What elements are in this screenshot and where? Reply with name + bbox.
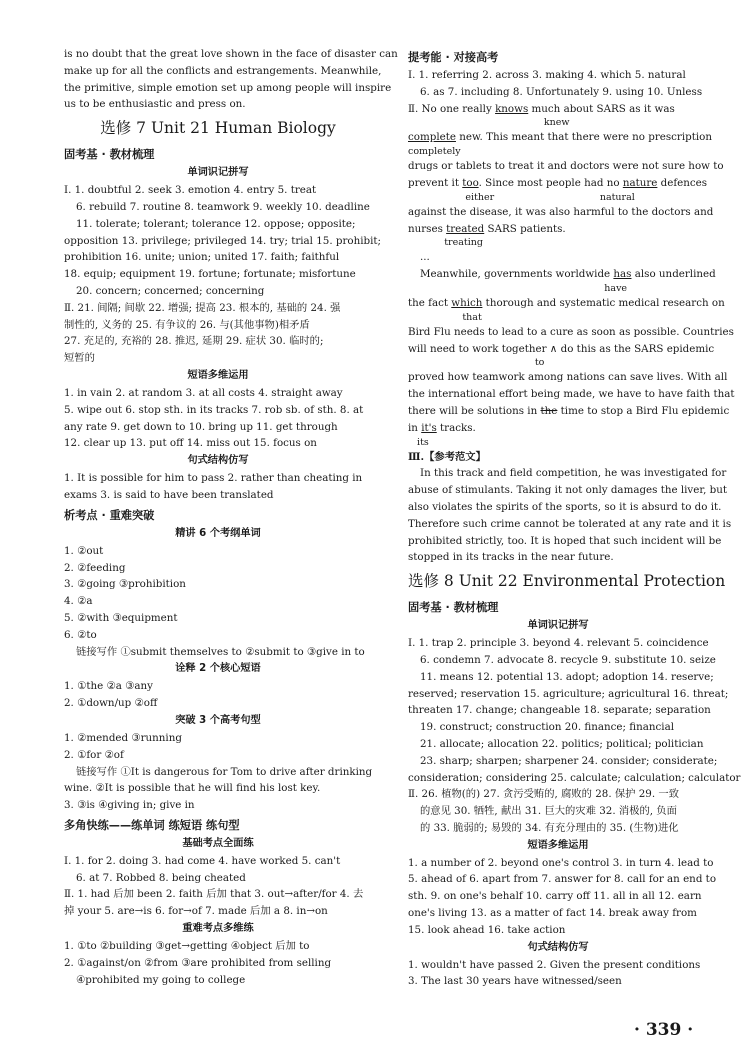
- text-span: prevent it: [408, 176, 463, 189]
- passage-line: [408, 129, 712, 146]
- text-line: us to be enthusiastic and press on.: [64, 98, 246, 111]
- answer-line: Ⅰ. 1. trap 2. principle 3. beyond 4. relevant 5. coincidence: [408, 637, 709, 650]
- answer-line: 1. wouldn't have passed 2. Given the present conditions: [408, 958, 701, 971]
- answer-line: 11. tolerate; tolerant; tolerance 12. oppose; opposite;: [76, 217, 356, 230]
- text-line: is no doubt that the great love shown in the face of disaster can: [64, 48, 398, 60]
- error-word: knows: [495, 102, 529, 115]
- passage-line: [408, 101, 708, 118]
- deleted-word: the: [540, 404, 558, 417]
- right-column: [408, 46, 741, 990]
- answer-line: 1. ①to ②building ③get→getting ④object 后加 to: [64, 940, 310, 953]
- text-span: there will be solutions in: [408, 404, 541, 417]
- answer-line: 2. ①against/on ②from ③are prohibited from selling: [64, 956, 332, 969]
- text-span: thorough and systematic medical research on: [482, 296, 725, 309]
- phrase-answers: [408, 855, 717, 939]
- passage-line: proved how teamwork among nations can save lives. With all: [408, 371, 728, 384]
- answer-line: opposition 13. privilege; privileged 14. try; trial 15. prohibit;: [64, 234, 382, 247]
- tu-answers: [64, 730, 372, 814]
- link-writing-line: wine. ②It is possible that he will find his lost key.: [64, 782, 321, 795]
- answer-line: 4. ②a: [64, 595, 93, 608]
- answer-line: 21. allocate; allocation 22. politics; political; politician: [420, 737, 704, 750]
- subsection-heading: 精讲 6 个考纲单词: [175, 527, 261, 539]
- answer-line: 3. ③is ④giving in; give in: [64, 799, 195, 812]
- link-writing-line: 链接写作 ①submit themselves to ②submit to ③give in to: [76, 645, 365, 658]
- model-essay-heading: Ⅲ.【参考范文】: [408, 450, 486, 463]
- section-heading: 提考能 · 对接高考: [408, 51, 499, 64]
- answer-line: Ⅱ. 21. 间隔; 间歇 22. 增强; 提高 23. 根本的, 基础的 24. 强: [64, 301, 341, 314]
- answer-line: 5. ahead of 6. apart from 7. answer for 8. call for an end to: [408, 873, 717, 886]
- correction-note: knew: [408, 117, 570, 129]
- section-heading: 多角快练——练单词 练短语 练句型: [64, 818, 240, 832]
- passage-line: [408, 266, 716, 283]
- answer-line: Ⅱ. 1. had 后加 been 2. faith 后加 that 3. out→after/for 4. 去: [64, 888, 364, 901]
- essay-line: In this track and field competition, he was investigated for: [420, 467, 727, 480]
- text-span: much about SARS as it was: [528, 102, 675, 115]
- answer-line: 的意见 30. 牺牲, 献出 31. 巨大的灾难 32. 消极的, 负面: [420, 805, 677, 818]
- text-span: do this as the SARS epidemic: [557, 342, 715, 355]
- section-heading: 析考点 · 重难突破: [64, 508, 155, 522]
- answer-line: prohibition 16. unite; union; united 17. faith; faithful: [64, 251, 340, 264]
- subsection-heading: 诠释 2 个核心短语: [175, 663, 261, 675]
- passage-line: drugs or tablets to treat it and doctors were not sure how to: [408, 160, 724, 173]
- passage-line: against the disease, it was also harmful to the doctors and: [408, 205, 714, 218]
- subsection-heading: 单词识记拼写: [527, 620, 589, 632]
- error-word: too: [462, 176, 479, 189]
- essay-line: stopped in its tracks in the near future.: [408, 551, 614, 564]
- passage-line: [408, 420, 708, 437]
- error-word: has: [613, 268, 632, 281]
- answer-line: 制性的, 义务的 25. 有争议的 26. 与(其他事物)相矛盾: [64, 318, 310, 331]
- error-word: which: [451, 296, 483, 309]
- answer-line: 12. clear up 13. put off 14. miss out 15. focus on: [64, 437, 317, 450]
- answer-line: 2. ①down/up ②off: [64, 697, 158, 710]
- answer-line: 6. ②to: [64, 628, 97, 641]
- unit-title: 选修 8 Unit 22 Environmental Protection: [408, 572, 726, 591]
- error-word: it's: [421, 421, 437, 434]
- vocab-answers: [64, 182, 382, 367]
- text-span: the fact: [408, 296, 452, 309]
- answer-line: 2. ②feeding: [64, 561, 126, 574]
- answer-line: 5. wipe out 6. stop sth. in its tracks 7. rob sb. of sth. 8. at: [64, 403, 364, 416]
- answer-line: 5. ②with ③equipment: [64, 611, 178, 624]
- jing-answers: [64, 543, 372, 661]
- subsection-heading: 句式结构仿写: [527, 941, 589, 953]
- answer-line: any rate 9. get down to 10. bring up 11. get through: [64, 420, 338, 433]
- link-writing-line: 链接写作 ①It is dangerous for Tom to drive after drinking: [76, 765, 373, 778]
- answer-line: 6. rebuild 7. routine 8. teamwork 9. weekly 10. deadline: [76, 200, 370, 213]
- answer-line: 2. ①for ②of: [64, 748, 124, 761]
- answer-line: 11. means 12. potential 13. adopt; adoption 14. reserve;: [420, 670, 714, 683]
- essay-line: Therefore such crime cannot be tolerated at any rate and it is: [408, 517, 732, 530]
- answer-line: 6. at 7. Robbed 8. being cheated: [76, 871, 246, 884]
- answer-line: 1. ②out: [64, 544, 104, 557]
- subsection-heading: 重难考点多维练: [182, 923, 254, 935]
- answer-line: 1. ①the ②a ③any: [64, 680, 153, 693]
- subsection-heading: 突破 3 个高考句型: [175, 714, 261, 726]
- answer-line: 15. look ahead 16. take action: [408, 923, 566, 936]
- subsection-heading: 句式结构仿写: [187, 455, 249, 467]
- passage-line: [408, 295, 725, 312]
- answer-line: 3. ②going ③prohibition: [64, 578, 186, 591]
- intro-paragraph: [64, 46, 398, 113]
- text-span: in: [408, 421, 422, 434]
- text-line: make up for all the conflicts and estrangements. Meanwhile,: [64, 64, 382, 77]
- subsection-heading: 短语多维运用: [187, 369, 249, 381]
- answer-line: 掉 your 5. are→is 6. for→of 7. made 后加 a 8. in→on: [64, 905, 328, 918]
- answer-line: reserved; reservation 15. agriculture; agricultural 16. threat;: [408, 687, 729, 700]
- answer-line: 20. concern; concerned; concerning: [76, 284, 265, 297]
- text-span: . Since most people had no: [478, 176, 623, 189]
- answer-line: 的 33. 脆弱的; 易毁的 34. 有充分理由的 35. (生物)进化: [420, 821, 679, 834]
- vocab-answers: [408, 635, 741, 837]
- section-heading: 固考基 · 教材梳理: [408, 601, 499, 615]
- error-word: treated: [446, 222, 485, 235]
- text-span: Ⅱ. No one really: [408, 102, 496, 115]
- insert-mark: ∧: [549, 342, 558, 355]
- answer-line: 6. condemn 7. advocate 8. recycle 9. substitute 10. seize: [420, 653, 716, 666]
- essay-line: prohibited strictly, too. It is hoped that such incident will be: [408, 534, 722, 547]
- essay-line: abuse of stimulants. Taking it not only damages the liver, but: [408, 484, 728, 497]
- left-column: [64, 46, 398, 988]
- answer-line: exams 3. is said to have been translated: [64, 488, 274, 501]
- sentence-answers: [408, 957, 708, 991]
- answer-line: 短暂的: [64, 352, 95, 365]
- error-word: complete: [408, 131, 456, 144]
- answer-line: sth. 9. on one's behalf 10. carry off 11. all in all 12. earn: [408, 890, 702, 903]
- answer-line: 27. 充足的, 充裕的 28. 推迟, 延期 29. 症状 30. 临时的;: [64, 335, 324, 348]
- essay-line: also violates the spirits of the sports, so it is absurd to do it.: [408, 500, 722, 513]
- quan-answers: [64, 678, 372, 712]
- answer-line: ④prohibited my going to college: [76, 973, 246, 986]
- answer-line: Ⅰ. 1. referring 2. across 3. making 4. which 5. natural: [408, 69, 686, 81]
- answer-line: 1. It is possible for him to pass 2. rather than cheating in: [64, 472, 363, 485]
- text-span: SARS patients.: [484, 222, 566, 235]
- text-span: nurses: [408, 222, 447, 235]
- answer-line: one's living 13. as a matter of fact 14. break away from: [408, 907, 697, 920]
- base-answers: [64, 853, 372, 920]
- section-heading: 固考基 · 教材梳理: [64, 148, 155, 162]
- text-line: the primitive, simple emotion set up among people will inspire: [64, 81, 392, 94]
- passage-line: [408, 175, 708, 192]
- answer-line: Ⅱ. 26. 植物(的) 27. 贪污受贿的, 腐败的 28. 保护 29. 一致: [408, 788, 679, 801]
- answer-line: 18. equip; equipment 19. fortune; fortunate; misfortune: [64, 268, 356, 281]
- correction-note: to: [408, 357, 545, 369]
- passage-line: [408, 403, 730, 420]
- correction-passage: [408, 101, 735, 449]
- ellipsis: ...: [420, 251, 430, 264]
- model-essay: [408, 465, 732, 566]
- multi-answers: [64, 938, 372, 988]
- page-number: · 339 ·: [634, 1020, 694, 1040]
- text-span: also underlined: [631, 268, 716, 281]
- passage-line: Bird Flu needs to lead to a cure as soon as possible. Countries: [408, 325, 734, 338]
- answer-line: 23. sharp; sharpen; sharpener 24. consider; considerate;: [420, 754, 718, 767]
- answer-line: 1. a number of 2. beyond one's control 3. in turn 4. lead to: [408, 856, 714, 869]
- correction-note: its: [408, 436, 429, 448]
- correction-note: either natural: [408, 191, 635, 203]
- correction-note: completely: [408, 146, 461, 158]
- passage-line: [408, 341, 715, 358]
- correction-note: that: [408, 311, 482, 323]
- text-span: new. This meant that there were no prescription: [455, 131, 712, 144]
- unit-title: 选修 7 Unit 21 Human Biology: [100, 119, 336, 138]
- answer-line: Ⅰ. 1. for 2. doing 3. had come 4. have worked 5. can't: [64, 854, 341, 867]
- answer-line: 1. in vain 2. at random 3. at all costs 4. straight away: [64, 386, 343, 399]
- passage-line: [408, 221, 708, 238]
- text-span: time to stop a Bird Flu epidemic: [557, 404, 730, 417]
- correction-note: treating: [408, 237, 483, 249]
- subsection-heading: 单词识记拼写: [187, 167, 249, 179]
- subsection-heading: 短语多维运用: [527, 839, 589, 851]
- text-span: defences: [657, 176, 708, 189]
- answer-line: 19. construct; construction 20. finance; financial: [420, 721, 675, 734]
- sentence-answers: [64, 470, 372, 504]
- error-word: nature: [622, 176, 658, 189]
- passage-line: the international effort being made, we have to have faith that: [408, 388, 735, 401]
- answer-line: threaten 17. change; changeable 18. separate; separation: [408, 704, 711, 717]
- answer-line: 3. The last 30 years have witnessed/seen: [408, 975, 622, 988]
- answer-line: 6. as 7. including 8. Unfortunately 9. using 10. Unless: [420, 85, 703, 98]
- answer-line: consideration; considering 25. calculate; calculation; calculator: [408, 771, 741, 784]
- answer-line: Ⅰ. 1. doubtful 2. seek 3. emotion 4. entry 5. treat: [64, 184, 317, 197]
- text-span: Meanwhile, governments worldwide: [420, 268, 614, 281]
- subsection-heading: 基础考点全面练: [182, 837, 254, 849]
- text-span: tracks.: [436, 421, 476, 434]
- answer-line: 1. ②mended ③running: [64, 731, 182, 744]
- text-span: will need to work together: [408, 342, 550, 355]
- phrase-answers: [64, 385, 372, 452]
- correction-note: have: [408, 282, 628, 294]
